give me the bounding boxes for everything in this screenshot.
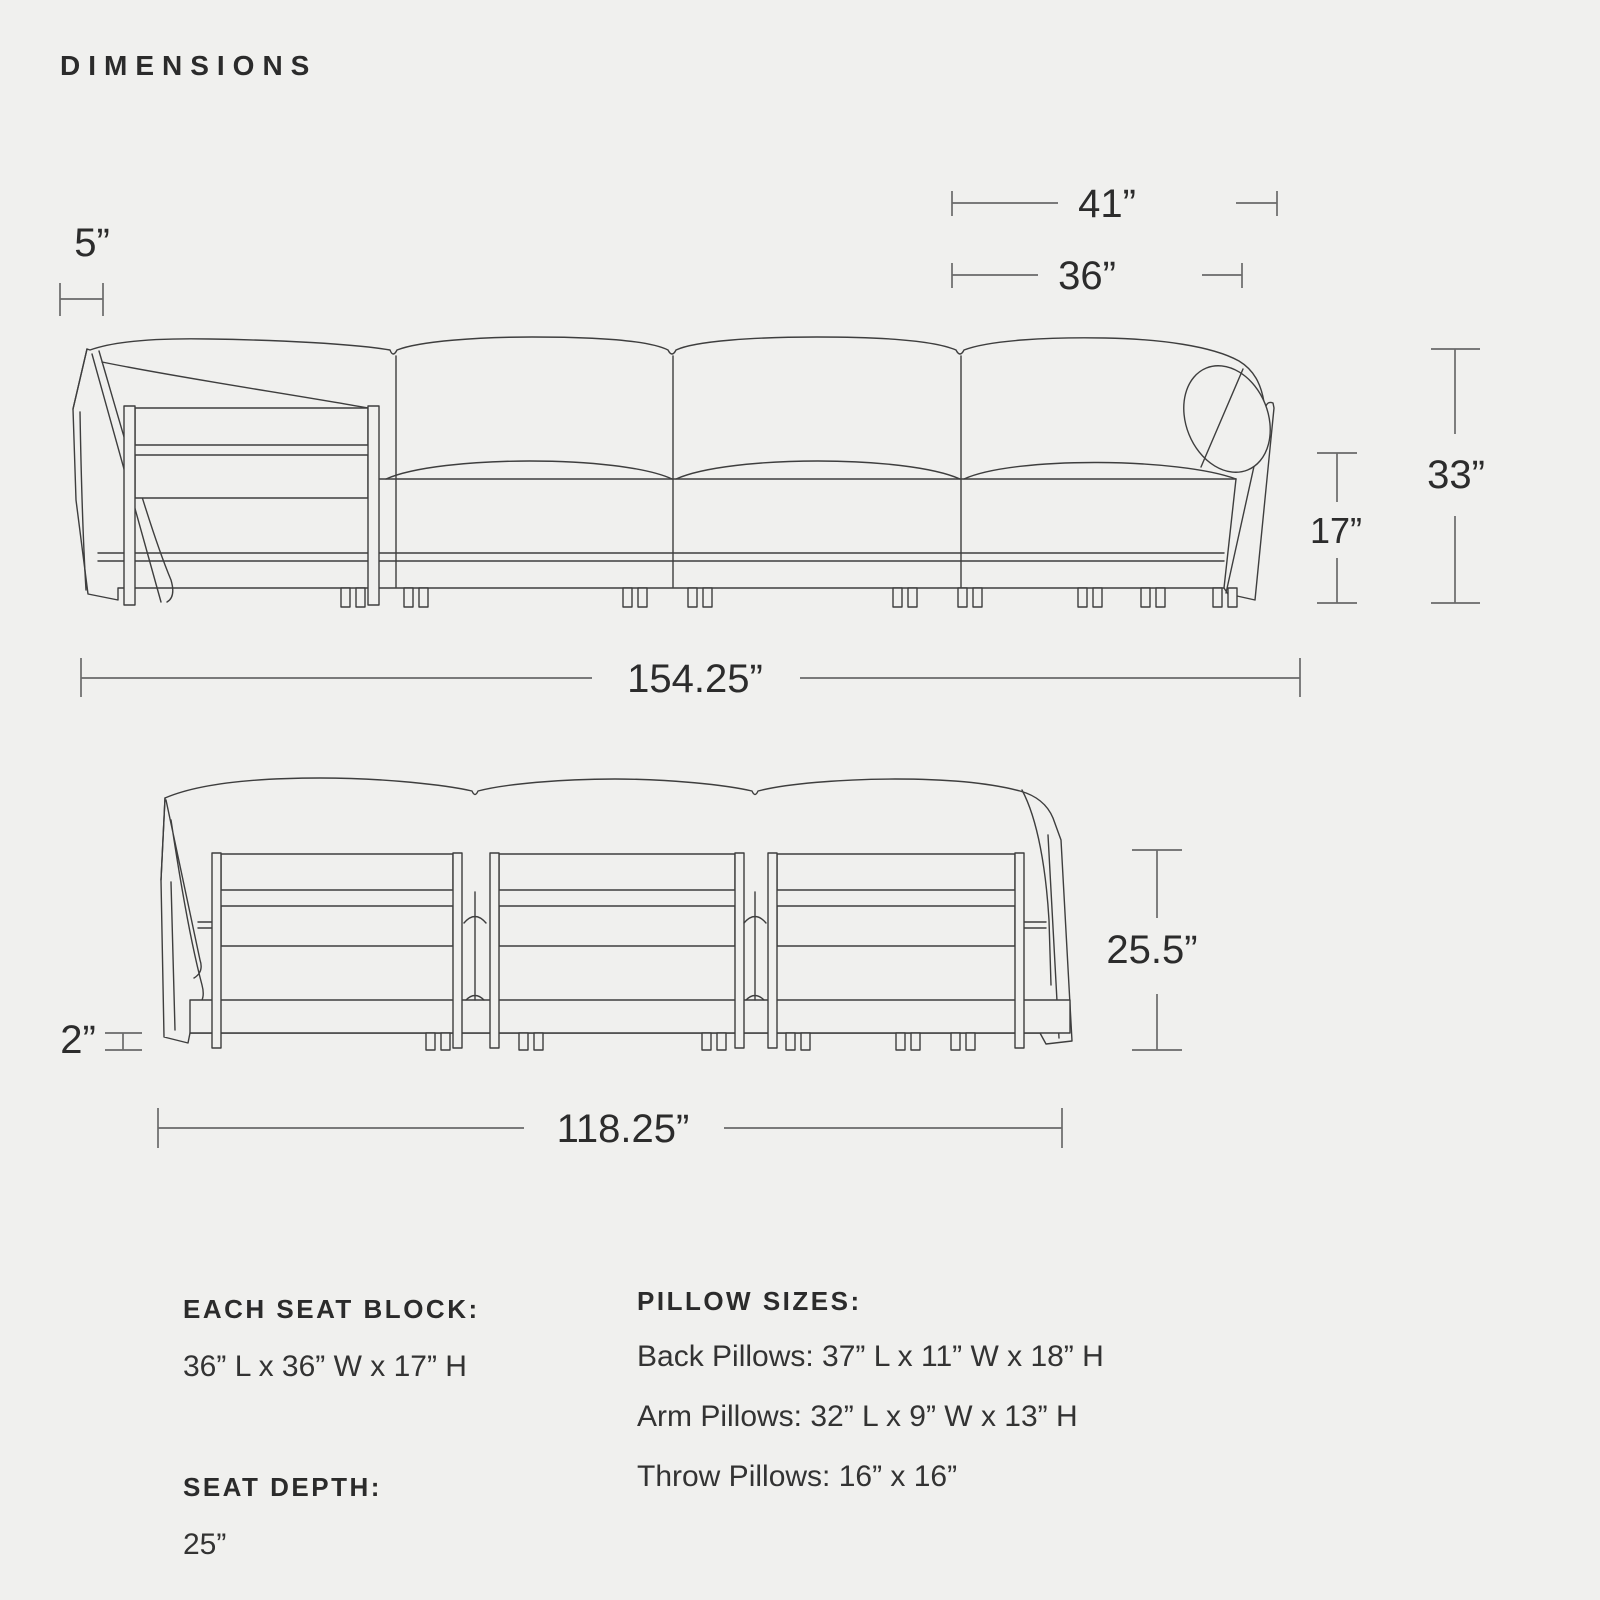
dim-seat-block-width xyxy=(952,254,1242,298)
dim-overall-height xyxy=(1427,349,1485,603)
dim-label-17in: 17” xyxy=(1309,510,1363,551)
pillow-back-value: Back Pillows: 37” L x 11” W x 18” H xyxy=(637,1340,1104,1373)
dim-label-2in: 2” xyxy=(60,1018,96,1062)
dim-label-41in: 41” xyxy=(1078,182,1136,226)
side-elevation-diagram xyxy=(40,150,1520,710)
sofa-side-drawing xyxy=(73,337,1286,607)
dim-label-118in: 118.25” xyxy=(556,1107,690,1151)
dim-seat-height xyxy=(1310,453,1362,603)
pillow-arm-value: Arm Pillows: 32” L x 9” W x 13” H xyxy=(637,1400,1078,1433)
pillow-throw-value: Throw Pillows: 16” x 16” xyxy=(637,1460,958,1493)
dim-back-height xyxy=(1106,850,1197,1050)
dim-label-36in: 36” xyxy=(1058,254,1116,298)
page-title: DIMENSIONS xyxy=(60,50,318,81)
base-band xyxy=(190,1000,1070,1033)
dim-back-cushion-depth xyxy=(60,221,110,316)
seat-depth-value: 25” xyxy=(183,1528,227,1561)
dim-label-33in: 33” xyxy=(1427,453,1485,497)
seat-block-label: EACH SEAT BLOCK: xyxy=(183,1294,480,1324)
pillow-sizes-label: PILLOW SIZES: xyxy=(637,1286,862,1316)
dim-leg-height xyxy=(60,1018,142,1062)
dim-overall-depth xyxy=(158,1107,1062,1151)
dim-label-5in: 5” xyxy=(74,221,110,265)
dim-label-154in: 154.25” xyxy=(627,657,763,701)
sofa-back-drawing xyxy=(161,778,1072,1050)
seat-block-value: 36” L x 36” W x 17” H xyxy=(183,1350,467,1383)
dim-corner-seat-with-arm xyxy=(952,182,1277,226)
dim-overall-length xyxy=(81,657,1300,701)
back-elevation-diagram xyxy=(40,760,1520,1180)
back-legs xyxy=(426,1033,975,1050)
sofa-legs xyxy=(341,588,1237,607)
seat-depth-label: SEAT DEPTH: xyxy=(183,1472,382,1502)
dim-label-25-5in: 25.5” xyxy=(1106,928,1198,972)
